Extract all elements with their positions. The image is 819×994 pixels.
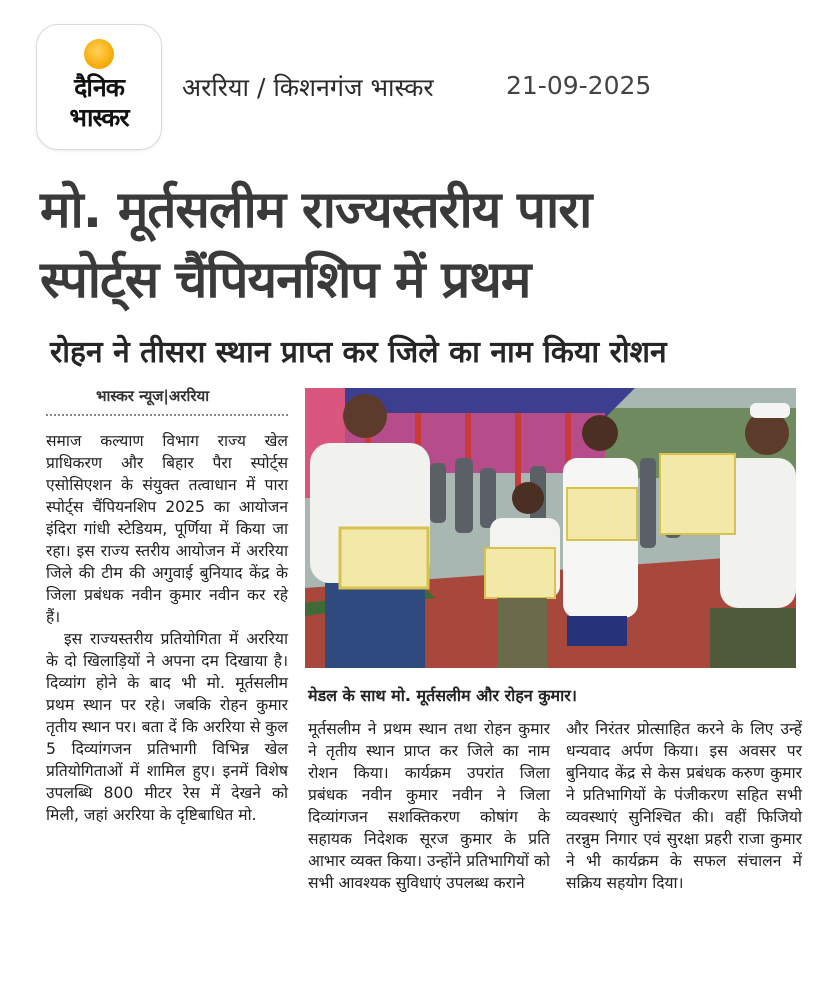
column-1-paragraph-2: इस राज्यस्तरीय प्रतियोगिता में अररिया के दो खिलाड़ियों ने अपना दम दिखाया है। दिव्यांग होने के बाद भी मो. मूर्तसलीम प्रथम स्थान पर रहे। जबकि रोहन कुमार तृतीय स्थान पर। बता दें कि अररिया से कुल 5 दिव्यांगजन प्रतिभागी विभिन्न खेल प्रतियोगिताओं में शामिल हुए। इनमें विशेष उपलब्धि 800 मीटर रेस में देखने को मिली, जहां अररिया के दृष्टिबाधित मो. <box>46 630 288 824</box>
subheadline: रोहन ने तीसरा स्थान प्राप्त कर जिले का नाम किया रोशन <box>50 335 667 370</box>
edition-name: अररिया / किशनगंज भास्कर <box>182 73 434 102</box>
logo-text-line1: दैनिक <box>74 73 124 102</box>
publication-date: 21-09-2025 <box>506 71 652 100</box>
column-1-paragraph-1: समाज कल्याण विभाग राज्य खेल प्राधिकरण और बिहार पैरा स्पोर्ट्स एसोसिएशन के संयुक्त तत्वाधान में पारा स्पोर्ट्स चैंपियनशिप 2025 का आयोजन इंदिरा गांधी स्टेडियम, पूर्णिया में किया जा रहा। इस राज्य स्तरीय आयोजन में अररिया जिले की टीम की अगुवाई बुनियाद केंद्र के जिला प्रबंधक नवीन कुमार नवीन कर रहे हैं। <box>46 432 288 626</box>
athletes-photo-illustration <box>305 388 796 668</box>
logo-text-line2: भास्कर <box>69 103 129 132</box>
article-column-3 <box>566 718 802 894</box>
byline-divider <box>46 414 288 416</box>
headline-line-1: मो. मूर्तसलीम राज्यस्तरीय पारा <box>40 181 592 240</box>
article-column-1 <box>46 430 288 826</box>
news-photo <box>305 388 796 668</box>
headline-line-2: स्पोर्ट्स चैंपियनशिप में प्रथम <box>40 251 531 310</box>
dainik-bhaskar-logo[interactable] <box>36 24 162 150</box>
byline: भास्कर न्यूज|अररिया <box>96 387 210 405</box>
column-2-paragraph: मूर्तसलीम ने प्रथम स्थान तथा रोहन कुमार ने तृतीय स्थान प्राप्त कर जिले का नाम रोशन किया। कार्यक्रम उपरांत जिला प्रबंधक नवीन कुमार नवीन ने जिला दिव्यांगजन सशक्तिकरण कोषांग के सहायक निदेशक सूरज कुमार के प्रति आभार व्यक्त किया। उन्होंने प्रतिभागियों को सभी आवश्यक सुविधाएं उपलब्ध कराने <box>308 720 550 892</box>
column-3-paragraph: और निरंतर प्रोत्साहित करने के लिए उन्हें धन्यवाद अर्पण किया। इस अवसर पर बुनियाद केंद्र से केस प्रबंधक करुण कुमार ने प्रतिभागियों के पंजीकरण सहित सभी व्यवस्थाएं सुनिश्चित की। वहीं फिजियो तरन्नुम निगार एवं सुरक्षा प्रहरी राजा कुमार ने भी कार्यक्रम के सफल संचालन में सक्रिय सहयोग दिया। <box>566 720 802 892</box>
article-column-2 <box>308 718 550 894</box>
photo-caption: मेडल के साथ मो. मूर्तसलीम और रोहन कुमार। <box>308 686 577 705</box>
sun-icon <box>84 39 114 69</box>
